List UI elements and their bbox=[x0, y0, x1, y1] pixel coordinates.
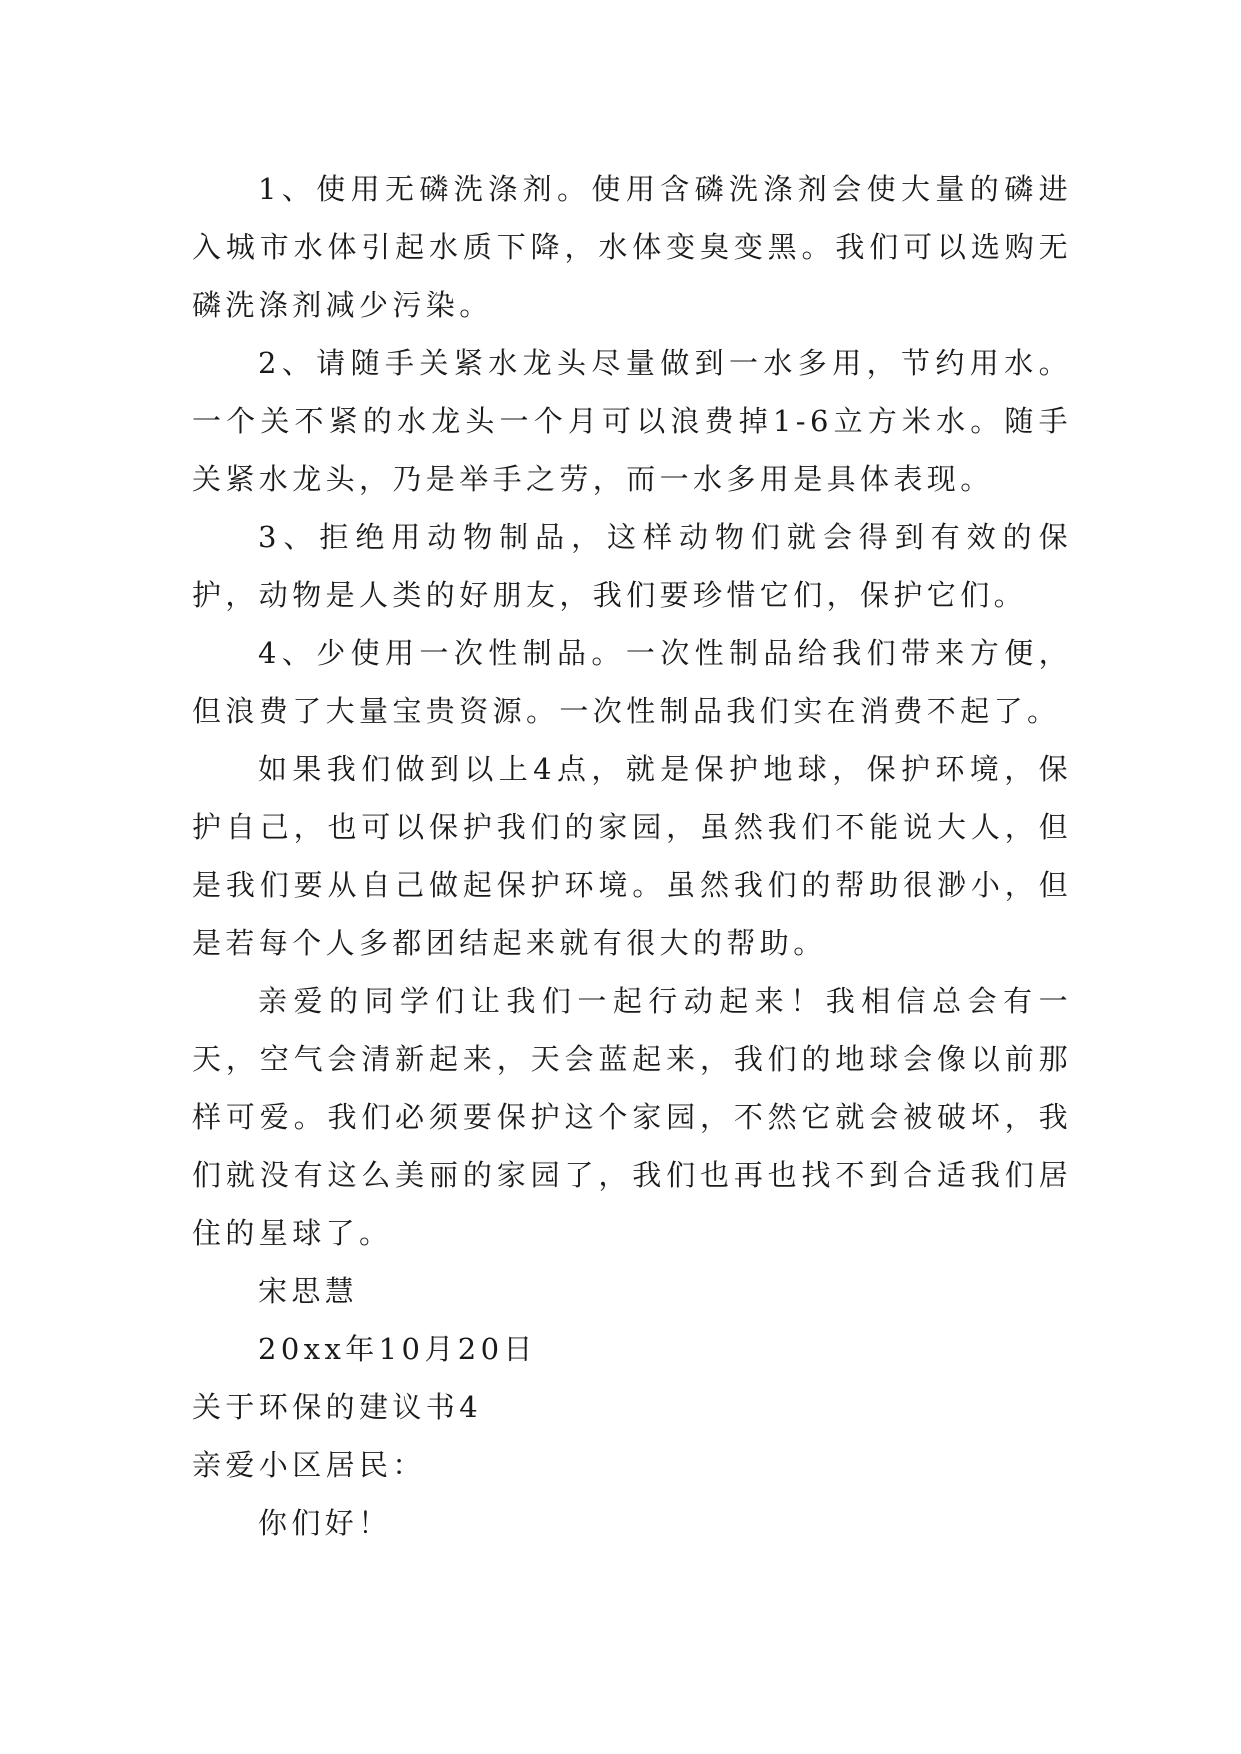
salutation: 亲爱小区居民： bbox=[192, 1448, 426, 1482]
paragraph-2: 2、请随手关紧水龙头尽量做到一水多用，节约用水。一个关不紧的水龙头一个月可以浪费掉1-6立方米水。随手关紧水龙头，乃是举手之劳，而一水多用是具体表现。 bbox=[192, 346, 1072, 496]
paragraph-6: 亲爱的同学们让我们一起行动起来！我相信总会有一天，空气会清新起来，天会蓝起来，我们的地球会像以前那样可爱。我们必须要保护这个家园，不然它就会被破坏，我们就没有这么美丽的家园了，我们也再也找不到合适我们居住的星球了。 bbox=[192, 984, 1072, 1250]
next-section-title: 关于环保的建议书4 bbox=[192, 1390, 483, 1424]
paragraph-5: 如果我们做到以上4点，就是保护地球，保护环境，保护自己，也可以保护我们的家园，虽然我们不能说大人，但是我们要从自己做起保护环境。虽然我们的帮助很渺小，但是若每个人多都团结起来就有很大的帮助。 bbox=[192, 752, 1072, 960]
paragraph-1: 1、使用无磷洗涤剂。使用含磷洗涤剂会使大量的磷进入城市水体引起水质下降，水体变臭变黑。我们可以选购无磷洗涤剂减少污染。 bbox=[192, 172, 1072, 322]
date: 20xx年10月20日 bbox=[258, 1332, 537, 1366]
document-body bbox=[192, 160, 1072, 1552]
signature: 宋思慧 bbox=[258, 1274, 359, 1308]
greeting: 你们好！ bbox=[258, 1506, 392, 1540]
paragraph-4: 4、少使用一次性制品。一次性制品给我们带来方便，但浪费了大量宝贵资源。一次性制品我们实在消费不起了。 bbox=[192, 636, 1072, 728]
paragraph-3: 3、拒绝用动物制品，这样动物们就会得到有效的保护，动物是人类的好朋友，我们要珍惜它们，保护它们。 bbox=[192, 520, 1072, 612]
